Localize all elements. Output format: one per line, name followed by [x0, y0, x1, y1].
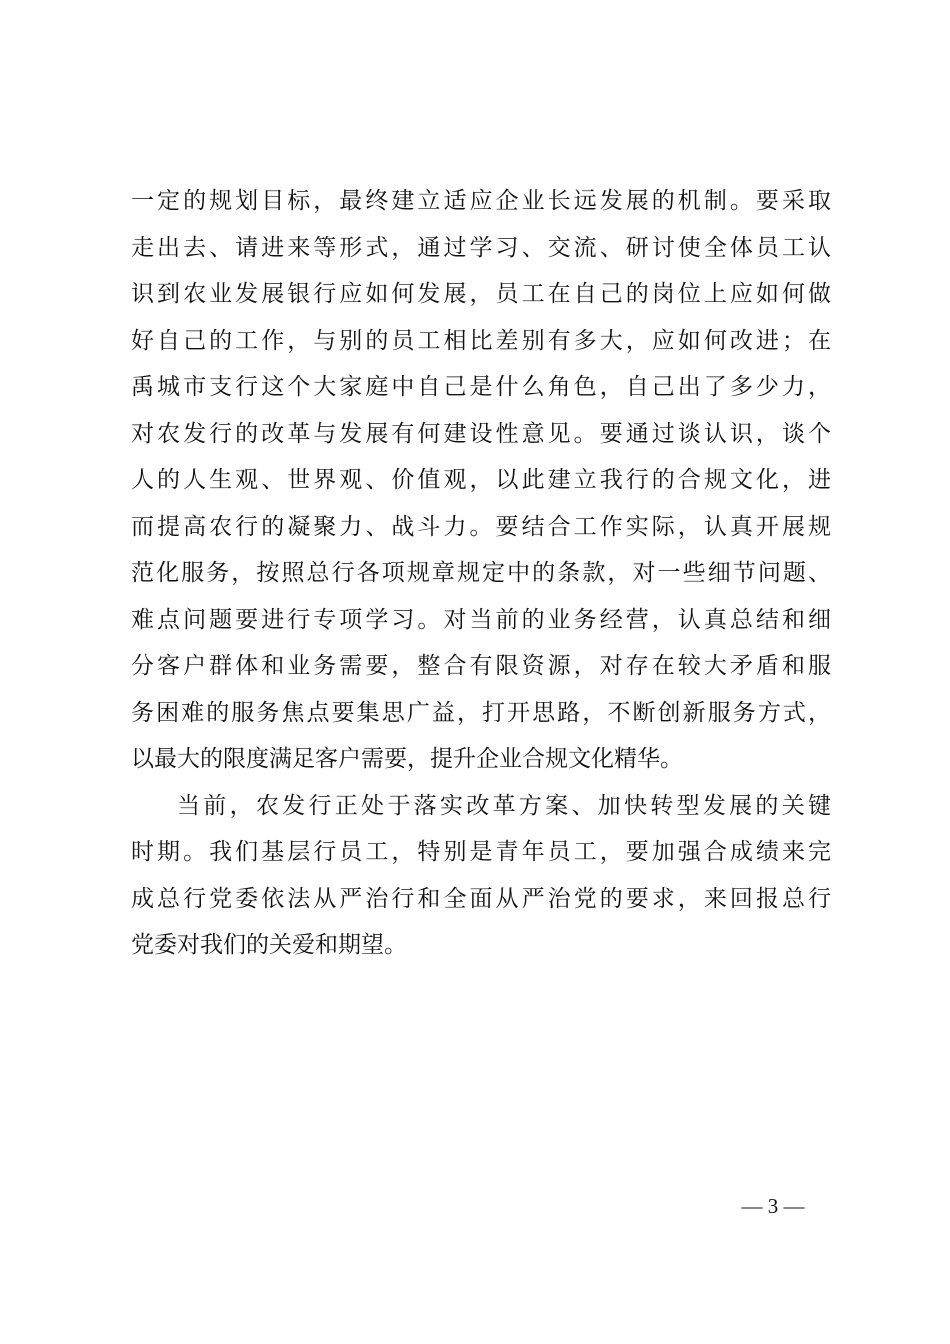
- text-line: 当前，农发行正处于落实改革方案、加快转型发展的关键: [177, 792, 831, 819]
- text-line: 人的人生观、世界观、价值观，以此建立我行的合规文化，进: [131, 467, 831, 493]
- text-line: 好自己的工作，与别的员工相比差别有多大，应如何改进；在: [131, 327, 831, 354]
- text-line: 时期。我们基层行员工，特别是青年员工，要加强合成绩来完: [131, 839, 831, 865]
- text-line: 分客户群体和业务需要，整合有限资源，对存在较大矛盾和服: [131, 653, 831, 679]
- text-line: 难点问题要进行专项学习。对当前的业务经营，认真总结和细: [131, 606, 831, 633]
- text-line: 范化服务，按照总行各项规章规定中的条款，对一些细节问题、: [131, 560, 831, 586]
- paragraph-2: [131, 783, 831, 969]
- text-line: 识到农业发展银行应如何发展，员工在自己的岗位上应如何做: [131, 281, 831, 307]
- body-text: [131, 178, 831, 969]
- text-line: 一定的规划目标，最终建立适应企业长远发展的机制。要采取: [131, 188, 831, 214]
- text-line: 走出去、请进来等形式，通过学习、交流、研讨使全体员工认: [131, 234, 831, 261]
- text-line: 禹城市支行这个大家庭中自己是什么角色，自己出了多少力，: [131, 374, 831, 400]
- paragraph-1: [131, 178, 831, 783]
- text-line: 成总行党委依法从严治行和全面从严治党的要求，来回报总行: [131, 885, 831, 912]
- text-line: 党委对我们的关爱和期望。: [131, 932, 407, 958]
- text-line: 而提高农行的凝聚力、战斗力。要结合工作实际，认真开展规: [131, 513, 831, 540]
- text-line: 务困难的服务焦点要集思广益，打开思路，不断创新服务方式，: [131, 699, 831, 726]
- text-line: 对农发行的改革与发展有何建设性意见。要通过谈认识，谈个: [131, 420, 831, 447]
- page-number: — 3 —: [741, 1194, 805, 1218]
- text-line: 以最大的限度满足客户需要，提升企业合规文化精华。: [131, 746, 683, 772]
